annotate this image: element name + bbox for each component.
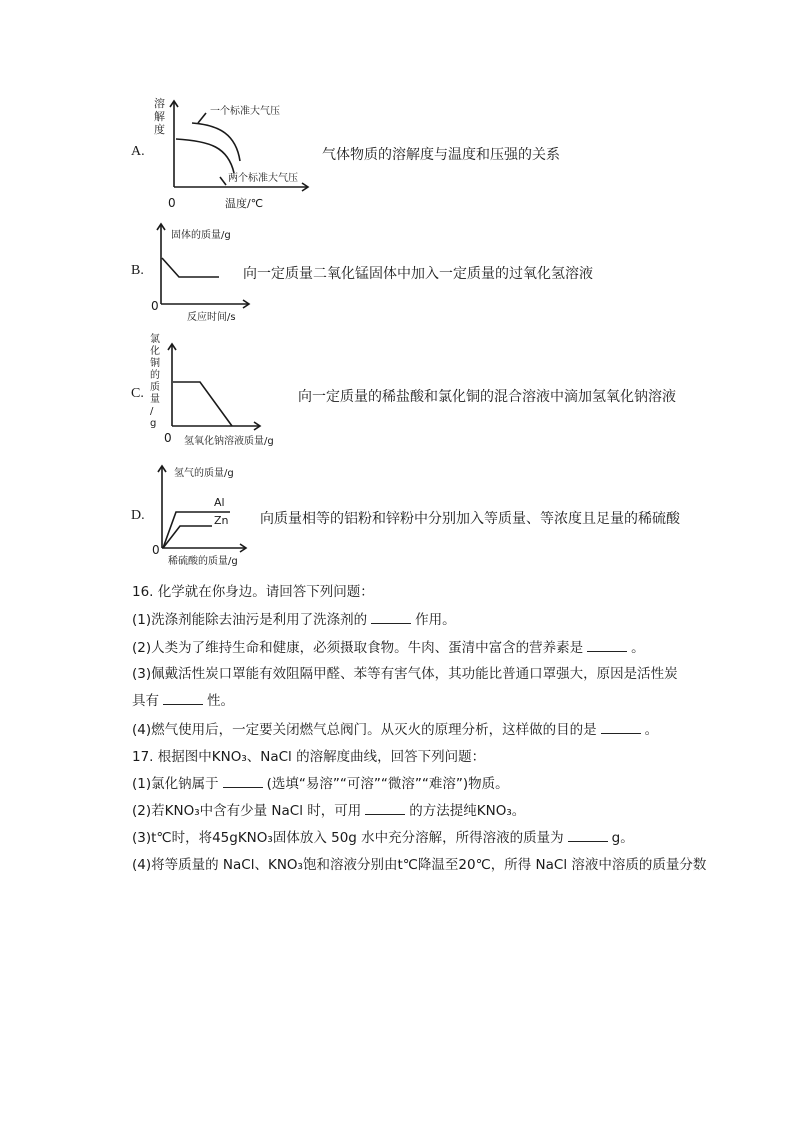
option-a-graph [150,95,335,210]
option-b-letter: B. [131,263,144,278]
graph-d-series-al: Al [214,496,225,509]
graph-d-series-zn: Zn [214,514,229,527]
graph-a-origin: 0 [168,196,176,210]
graph-c-line [173,382,232,426]
option-c-text: 向一定质量的稀盐酸和氯化铜的混合溶液中滴加氢氧化钠溶液 [298,389,676,405]
graph-d-ylabel: 氢气的质量/g [174,468,234,479]
graph-a-ylabel-3: 度 [154,123,165,136]
q17-l3-blank[interactable] [568,829,608,842]
option-d-graph [148,462,268,568]
graph-c-ylabel-8: g [150,418,157,429]
q17-l2-text-b: 的方法提纯KNO₃。 [409,803,526,819]
option-b-text: 向一定质量二氧化锰固体中加入一定质量的过氧化氢溶液 [243,266,593,282]
graph-c-ylabel-2: 化 [150,346,160,357]
option-c-letter: C. [131,386,144,401]
graph-a-label-bottom: 两个标准大气压 [228,173,298,184]
q16-line-1 [132,608,456,628]
q16-line-3b [132,689,234,709]
q16-line-4 [132,718,658,738]
q16-line-3: (3)佩戴活性炭口罩能有效阻隔甲醛、苯等有害气体，其功能比普通口罩强大，原因是活性炭 [132,666,678,682]
graph-b-line [162,258,219,277]
graph-c-ylabel-7: / [150,406,154,417]
graph-c-ylabel-4: 的 [150,370,160,381]
q16-l1-text-b: 作用。 [415,612,456,628]
q16-l3-text-c: 性。 [207,693,234,709]
q17-l3-text-b: g。 [611,830,634,846]
graph-a-leader-bottom [220,177,226,185]
q17-l1-text-b: (选填“易溶”“可溶”“微溶”“难溶”)物质。 [266,776,509,792]
graph-c-xlabel: 氢氧化钠溶液质量/g [184,436,274,447]
graph-c-origin: 0 [164,431,172,445]
q17-line-3 [132,826,634,846]
q16-l3-blank[interactable] [163,692,203,705]
graph-a-leader-top [198,113,206,123]
graph-c-ylabel-1: 氯 [150,334,160,345]
graph-d-origin: 0 [152,543,160,557]
graph-c-ylabel-3: 铜 [150,358,160,369]
q16-l2-text-a: (2)人类为了维持生命和健康，必须摄取食物。牛肉、蛋清中富含的营养素是 [132,640,584,656]
option-d-text: 向质量相等的铝粉和锌粉中分别加入等质量、等浓度且足量的稀硫酸 [260,511,680,527]
q16-l4-text-a: (4)燃气使用后，一定要关闭燃气总阀门。从灭火的原理分析，这样做的目的是 [132,722,597,738]
q16-line-2 [132,636,645,656]
q17-title: 17. 根据图中KNO₃、NaCl 的溶解度曲线，回答下列问题： [132,749,486,765]
graph-a-ylabel-2: 解 [154,110,165,123]
option-d-letter: D. [131,508,145,523]
graph-c-ylabel-6: 量 [150,394,160,405]
q17-line-4: (4)将等质量的 NaCl、KNO₃饱和溶液分别由t℃降温至20℃，所得 NaCl 溶液中溶质的质量分数 [132,857,707,873]
q16-l2-text-b: 。 [631,640,645,656]
q16-l3-text-b: 具有 [132,693,159,709]
graph-b-xlabel: 反应时间/s [187,312,236,322]
graph-d-xlabel: 稀硫酸的质量/g [168,556,238,567]
graph-a-curve-bottom [176,139,234,173]
graph-a-xlabel: 温度/℃ [225,197,264,210]
q17-l1-text-a: (1)氯化钠属于 [132,776,219,792]
q17-l2-blank[interactable] [365,802,405,815]
graph-c-ylabel-5: 质 [150,382,160,393]
q17-l1-blank[interactable] [223,775,263,788]
graph-a-ylabel-1: 溶 [154,97,165,110]
q17-l2-text-a: (2)若KNO₃中含有少量 NaCl 时，可用 [132,803,362,819]
q16-l2-blank[interactable] [587,639,627,652]
graph-a-label-top: 一个标准大气压 [210,106,280,117]
q16-l4-text-b: 。 [644,722,659,738]
graph-b-ylabel: 固体的质量/g [171,230,231,241]
q16-l1-text-a: (1)洗涤剂能除去油污是利用了洗涤剂的 [132,612,368,628]
q16-l4-blank[interactable] [601,721,641,734]
q16-title: 16. 化学就在你身边。请回答下列问题： [132,584,374,600]
option-c-graph [148,330,308,452]
q17-line-2 [132,799,525,819]
q17-line-1 [132,772,509,792]
option-a-text: 气体物质的溶解度与温度和压强的关系 [322,147,560,163]
option-a-letter: A. [131,144,145,159]
q16-l1-blank[interactable] [371,611,411,624]
q17-l3-text-a: (3)t℃时，将45gKNO₃固体放入 50g 水中充分溶解，所得溶液的质量为 [132,830,564,846]
graph-b-origin: 0 [151,299,159,313]
